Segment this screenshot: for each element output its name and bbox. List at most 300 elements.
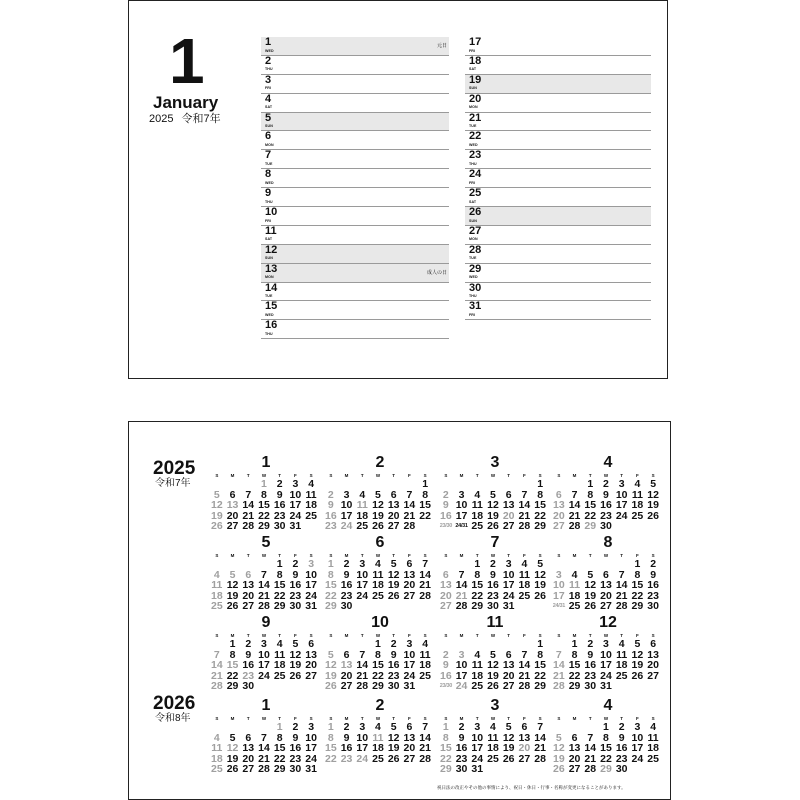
day-row [465, 301, 651, 320]
date-cell: 24/31 [552, 603, 565, 609]
date-cell: 16 [325, 509, 337, 522]
date-cell: 16 [647, 579, 659, 591]
day-row [261, 169, 449, 188]
date-cell: 8 [537, 648, 544, 661]
day-row [261, 264, 449, 283]
date-cell: 19 [325, 669, 337, 682]
weekday-letter: T [392, 716, 396, 721]
day-number: 18 [469, 54, 482, 67]
date-cell: 23 [584, 669, 597, 682]
date-cell: 28 [242, 520, 255, 532]
weekday-letter: T [246, 553, 250, 558]
weekday-letter: T [475, 716, 479, 721]
date-cell: 12 [387, 731, 400, 744]
weekday-letter: F [293, 473, 297, 478]
day-row [465, 283, 651, 302]
date-cell: 15 [471, 579, 484, 591]
date-cell [386, 479, 402, 490]
day-weekday: TUE [265, 161, 273, 166]
date-cell: 11 [518, 568, 530, 581]
date-cell: 31 [305, 600, 317, 612]
date-cell: 4 [359, 488, 366, 501]
mini-month-title: 2 [375, 454, 385, 471]
date-cell: 5 [634, 638, 641, 650]
date-cell: 10 [289, 488, 302, 501]
date-cell: 27 [502, 680, 515, 692]
date-cell: 16 [440, 509, 452, 522]
mini-month [551, 534, 661, 612]
date-cell: 19 [584, 589, 597, 602]
weekday-letter: W [375, 473, 381, 478]
date-cell: 15 [534, 659, 546, 671]
date-cell: 29 [440, 763, 452, 775]
date-cell: 3 [308, 558, 315, 570]
date-cell: 15 [226, 659, 239, 671]
date-cell: 5 [490, 648, 496, 661]
weekday-letter: T [588, 553, 592, 558]
mini-month [209, 614, 319, 692]
mini-month-title: 4 [603, 454, 613, 471]
date-cell: 29 [584, 520, 597, 532]
date-cell: 10 [553, 579, 565, 591]
date-cell [417, 601, 433, 612]
day-row [261, 75, 449, 94]
date-cell: 9 [618, 731, 625, 744]
day-row [465, 113, 651, 132]
date-cell [354, 639, 370, 650]
date-cell: 22 [471, 589, 484, 602]
day-row [465, 226, 651, 245]
date-cell: 20 [242, 752, 255, 765]
date-cell: 30 [242, 680, 255, 692]
date-cell: 14 [553, 659, 565, 671]
weekday-letter: T [620, 633, 624, 638]
date-cell: 27 [305, 669, 317, 682]
date-cell [645, 521, 661, 532]
date-cell: 7 [422, 721, 429, 733]
date-cell: 31 [403, 680, 416, 692]
date-cell [323, 639, 339, 650]
weekday-letter: S [444, 716, 448, 721]
date-cell: 17 [340, 509, 353, 522]
holiday-note: 元日 [436, 43, 447, 49]
date-cell [614, 521, 630, 532]
date-cell: 10 [258, 648, 270, 661]
date-cell: 14 [419, 731, 431, 744]
weekday-letter: S [444, 633, 448, 638]
date-cell: 19 [502, 742, 515, 754]
date-cell [598, 559, 614, 570]
date-cell: 29 [471, 600, 484, 612]
date-cell: 2 [587, 638, 594, 650]
date-cell [551, 479, 567, 490]
date-cell [551, 559, 567, 570]
day-weekday: SAT [469, 67, 477, 72]
weekday-letter: S [651, 553, 655, 558]
date-cell: 18 [631, 499, 644, 511]
date-cell: 6 [229, 488, 236, 501]
date-cell: 31 [289, 520, 302, 532]
day-row [261, 56, 449, 75]
date-cell: 10 [340, 499, 353, 511]
date-cell: 20 [226, 509, 239, 522]
date-cell: 13 [305, 648, 317, 661]
date-cell: 15 [440, 742, 452, 754]
date-cell: 16 [242, 659, 255, 671]
date-cell: 3 [261, 638, 267, 650]
date-cell: 5 [292, 638, 299, 650]
date-cell: 18 [647, 742, 659, 754]
date-cell: 26 [487, 680, 499, 692]
date-cell: 28 [615, 600, 628, 612]
holiday-note: 成人の日 [426, 269, 447, 276]
date-cell: 20 [502, 669, 515, 682]
weekday-letter: S [309, 633, 313, 638]
date-cell: 25 [372, 752, 384, 765]
day-weekday: TUE [469, 124, 477, 129]
weekday-letter: M [230, 473, 235, 478]
date-cell: 17 [455, 669, 468, 682]
date-cell: 25 [372, 589, 384, 602]
date-cell: 29 [273, 763, 286, 775]
day-number: 25 [469, 187, 482, 200]
date-cell [614, 681, 630, 692]
day-number: 6 [265, 130, 272, 143]
date-cell: 26 [487, 520, 499, 532]
weekday-letter: M [230, 716, 235, 721]
weekday-letter: S [651, 633, 655, 638]
date-cell: 10 [305, 568, 317, 581]
date-cell: 28 [356, 680, 369, 692]
date-cell: 1 [276, 558, 283, 570]
date-cell: 4 [308, 478, 315, 490]
year-overview-page [128, 421, 671, 800]
day-number: 16 [265, 319, 278, 332]
weekday-letter: T [475, 553, 479, 558]
date-cell: 4 [422, 638, 429, 650]
date-cell: 28 [553, 680, 565, 692]
date-cell: 16 [289, 579, 302, 591]
weekday-letter: W [603, 716, 609, 721]
day-number: 26 [469, 206, 482, 219]
date-cell: 6 [505, 648, 512, 661]
date-cell: 25 [471, 520, 484, 532]
date-cell: 19 [647, 499, 659, 511]
date-cell [454, 639, 470, 650]
weekday-letter: S [557, 473, 561, 478]
date-cell: 17 [502, 579, 515, 591]
weekday-letter: T [246, 716, 250, 721]
weekday-letter: F [293, 553, 297, 558]
date-cell: 2 [490, 558, 496, 570]
date-cell: 5 [375, 488, 381, 501]
date-cell: 19 [289, 659, 302, 671]
day-number: 21 [469, 111, 482, 124]
date-cell [438, 639, 454, 650]
date-cell: 17 [455, 509, 468, 522]
date-cell: 17 [356, 742, 369, 754]
weekday-letter: T [360, 633, 364, 638]
day-row [465, 150, 651, 169]
day-row [465, 37, 651, 56]
date-cell [582, 559, 598, 570]
weekday-letter: M [459, 716, 464, 721]
era-2025-label: 令和7年 [155, 478, 191, 489]
date-cell: 4 [571, 568, 578, 581]
date-cell: 26 [211, 520, 223, 532]
date-cell [485, 479, 501, 490]
date-cell: 10 [615, 488, 628, 501]
date-cell: 3 [308, 721, 315, 733]
date-cell: 7 [213, 648, 220, 661]
date-cell: 25 [647, 752, 659, 765]
weekday-letter: T [588, 716, 592, 721]
weekday-letter: W [261, 633, 267, 638]
weekday-letter: M [572, 716, 577, 721]
weekday-letter: F [407, 716, 411, 721]
date-cell [567, 559, 583, 570]
day-row [465, 169, 651, 188]
day-weekday: WED [469, 142, 478, 147]
date-cell: 21 [356, 669, 369, 682]
weekday-letter: F [522, 716, 526, 721]
date-cell: 28 [258, 763, 270, 775]
weekday-letter: S [215, 473, 219, 478]
weekday-letter: S [329, 553, 333, 558]
date-cell: 22 [325, 752, 337, 765]
weekday-letter: F [522, 633, 526, 638]
date-cell: 24 [305, 752, 317, 765]
date-cell [386, 601, 402, 612]
date-cell: 18 [372, 742, 384, 754]
date-cell: 9 [245, 648, 252, 661]
day-row [465, 245, 651, 264]
date-cell: 24/31 [455, 523, 468, 529]
date-cell: 30 [647, 600, 659, 612]
date-cell: 4 [521, 558, 528, 570]
date-cell: 12 [502, 731, 515, 744]
date-cell: 3 [505, 558, 512, 570]
day-weekday: THU [265, 199, 273, 204]
date-cell: 28 [211, 680, 223, 692]
date-cell: 21 [534, 742, 546, 754]
date-cell: 6 [555, 488, 562, 501]
weekday-letter: M [344, 716, 349, 721]
date-cell: 11 [372, 568, 384, 581]
date-cell: 6 [521, 721, 528, 733]
date-cell: 8 [537, 488, 544, 501]
date-cell [438, 559, 454, 570]
date-cell: 25 [211, 763, 223, 775]
date-cell: 8 [603, 731, 609, 744]
day-number: 29 [469, 262, 482, 275]
date-cell [272, 681, 288, 692]
date-cell: 14 [258, 579, 270, 591]
date-cell: 24 [502, 589, 515, 602]
date-cell: 26 [387, 752, 400, 765]
day-number: 3 [265, 73, 272, 86]
date-cell: 23 [325, 520, 337, 532]
date-cell [517, 479, 533, 490]
date-cell: 6 [505, 488, 512, 501]
date-cell: 25 [487, 752, 499, 765]
date-cell: 20 [403, 579, 416, 591]
day-number: 22 [469, 130, 482, 143]
day-number: 5 [265, 111, 272, 124]
weekday-letter: W [603, 553, 609, 558]
date-cell [630, 681, 646, 692]
date-cell: 17 [471, 742, 484, 754]
day-weekday: TUE [265, 294, 273, 299]
date-cell: 8 [327, 731, 334, 744]
date-cell: 7 [618, 568, 625, 581]
month-name: January [153, 93, 219, 112]
date-cell: 11 [274, 648, 286, 661]
date-cell: 30 [615, 763, 628, 775]
date-cell: 6 [650, 638, 657, 650]
day-weekday: MON [265, 275, 274, 280]
date-cell: 29 [372, 680, 384, 692]
date-cell: 6 [308, 638, 315, 650]
date-cell [517, 639, 533, 650]
weekday-letter: W [261, 716, 267, 721]
weekday-letter: S [538, 473, 542, 478]
date-cell: 3 [292, 478, 299, 490]
year-2026-label: 2026 [153, 693, 196, 714]
date-cell: 13 [518, 731, 531, 744]
date-cell: 26 [534, 589, 546, 602]
date-cell: 15 [600, 742, 612, 754]
date-cell: 27 [553, 520, 565, 532]
date-cell: 27 [242, 763, 255, 775]
date-cell: 19 [534, 579, 546, 591]
date-cell: 24 [305, 589, 317, 602]
date-cell: 6 [406, 721, 413, 733]
date-cell [517, 764, 533, 775]
date-cell: 30 [487, 600, 499, 612]
mini-month-title: 2 [375, 697, 385, 714]
mini-month [323, 534, 433, 612]
date-cell: 28 [534, 752, 546, 765]
day-row [261, 94, 449, 113]
weekday-letter: S [423, 553, 427, 558]
day-row [261, 226, 449, 245]
date-cell: 22 [631, 589, 644, 602]
weekday-letter: S [423, 473, 427, 478]
date-cell: 24 [631, 752, 644, 765]
mini-month-title: 11 [486, 614, 504, 631]
date-cell [354, 601, 370, 612]
day-number: 17 [469, 36, 482, 48]
month-number: 1 [169, 25, 205, 97]
date-cell: 28 [258, 600, 270, 612]
date-cell: 9 [276, 488, 283, 501]
mini-month-title: 5 [261, 534, 271, 551]
date-cell: 12 [387, 568, 400, 581]
date-cell [517, 601, 533, 612]
weekday-letter: W [603, 473, 609, 478]
date-cell: 11 [471, 499, 483, 511]
date-cell: 21 [568, 509, 581, 522]
date-cell: 5 [229, 731, 236, 744]
date-cell: 3 [618, 478, 625, 490]
date-cell: 20 [340, 669, 353, 682]
weekday-letter: W [261, 553, 267, 558]
date-cell: 13 [242, 742, 255, 754]
date-cell: 13 [340, 659, 353, 671]
day-weekday: FRI [469, 48, 476, 53]
date-cell: 17 [356, 579, 369, 591]
date-cell: 15 [372, 659, 384, 671]
date-cell [438, 479, 454, 490]
weekday-letter: M [459, 473, 464, 478]
date-cell: 13 [600, 579, 612, 591]
date-cell [630, 764, 646, 775]
date-cell: 5 [587, 568, 594, 581]
date-cell: 25 [471, 680, 484, 692]
date-cell: 4 [276, 638, 283, 650]
date-cell: 22 [325, 589, 337, 602]
weekday-letter: T [507, 633, 511, 638]
weekday-letter: F [635, 473, 639, 478]
weekday-letter: T [507, 553, 511, 558]
date-cell [402, 479, 418, 490]
date-cell: 16 [615, 742, 628, 754]
day-weekday: WED [265, 48, 274, 53]
date-cell: 23 [455, 752, 468, 765]
date-cell [501, 479, 517, 490]
date-cell [501, 639, 517, 650]
day-number: 2 [265, 54, 272, 67]
date-cell: 24 [340, 520, 353, 532]
date-cell: 30 [289, 600, 302, 612]
date-cell: 19 [387, 579, 400, 591]
mini-month-title: 12 [599, 614, 617, 631]
date-cell: 17 [289, 499, 302, 511]
date-cell: 12 [534, 568, 546, 581]
date-cell: 24 [455, 680, 468, 692]
date-cell: 27 [440, 600, 452, 612]
mini-month [209, 697, 319, 775]
date-cell: 6 [406, 558, 413, 570]
date-cell: 1 [375, 638, 381, 650]
weekday-letter: S [538, 553, 542, 558]
weekday-letter: M [344, 633, 349, 638]
weekday-letter: S [538, 633, 542, 638]
date-cell: 16 [273, 499, 286, 511]
weekday-letter: S [651, 716, 655, 721]
date-cell: 11 [569, 579, 581, 591]
date-cell: 23 [273, 509, 286, 522]
date-cell [402, 601, 418, 612]
weekday-letter: W [603, 633, 609, 638]
date-cell: 2 [292, 558, 299, 570]
day-row [261, 113, 449, 132]
day-row [465, 264, 651, 283]
day-number: 10 [265, 206, 278, 219]
date-cell: 13 [568, 742, 581, 754]
weekday-letter: T [392, 553, 396, 558]
weekday-letter: S [423, 633, 427, 638]
date-cell: 3 [458, 648, 465, 661]
date-cell: 2 [245, 638, 252, 650]
day-number: 12 [265, 243, 278, 256]
date-cell: 2 [390, 638, 397, 650]
date-cell: 26 [553, 763, 565, 775]
day-weekday: THU [469, 161, 477, 166]
date-cell: 14 [518, 659, 531, 671]
day-number: 28 [469, 243, 482, 256]
